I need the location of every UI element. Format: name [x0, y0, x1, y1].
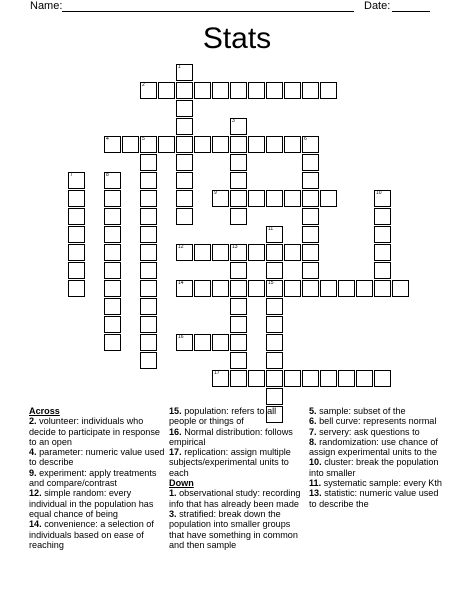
grid-cell[interactable]	[140, 226, 157, 243]
grid-cell[interactable]	[176, 64, 193, 81]
grid-cell[interactable]	[140, 262, 157, 279]
grid-cell[interactable]	[176, 100, 193, 117]
clue-item	[309, 427, 446, 437]
clue-item	[169, 488, 305, 509]
clue-item	[309, 406, 446, 416]
clue-number: 5	[142, 136, 145, 142]
clue-item-number: 5.	[309, 406, 317, 416]
grid-cell[interactable]	[356, 280, 373, 297]
grid-cell[interactable]	[176, 334, 193, 351]
puzzle-title: Stats	[202, 22, 272, 55]
clues-column-1	[29, 406, 165, 550]
grid-cell[interactable]	[212, 280, 229, 297]
clue-item-number: 11.	[309, 478, 322, 489]
grid-cell[interactable]	[266, 280, 283, 297]
grid-cell[interactable]	[374, 370, 391, 387]
clue-number: 13	[232, 244, 238, 250]
grid-cell[interactable]	[374, 280, 391, 297]
clue-item	[169, 447, 305, 478]
grid-cell[interactable]	[302, 154, 319, 171]
date-label: Date:	[364, 0, 391, 12]
grid-cell[interactable]	[104, 316, 121, 333]
grid-cell[interactable]	[68, 262, 85, 279]
grid-cell[interactable]	[302, 244, 319, 261]
grid-cell[interactable]	[338, 280, 355, 297]
grid-cell[interactable]	[266, 352, 283, 369]
clue-item-text: volunteer: individuals who decide to participate in response to an open	[29, 416, 160, 447]
clue-item-number: 1.	[169, 488, 177, 499]
clues-column-3	[309, 406, 446, 509]
grid-cell[interactable]	[104, 172, 121, 189]
grid-cell[interactable]	[266, 262, 283, 279]
clue-number: 11	[268, 226, 274, 232]
grid-cell[interactable]	[212, 136, 229, 153]
grid-cell[interactable]	[176, 280, 193, 297]
grid-cell[interactable]	[230, 262, 247, 279]
grid-cell[interactable]	[230, 334, 247, 351]
grid-cell[interactable]	[230, 82, 247, 99]
clue-number: 15	[268, 280, 274, 286]
grid-cell[interactable]	[176, 244, 193, 261]
clue-number: 10	[376, 190, 382, 196]
grid-cell[interactable]	[248, 244, 265, 261]
grid-cell[interactable]	[302, 370, 319, 387]
grid-cell[interactable]	[266, 388, 283, 405]
grid-cell[interactable]	[284, 82, 301, 99]
grid-cell[interactable]	[140, 244, 157, 261]
grid-cell[interactable]	[338, 370, 355, 387]
grid-cell[interactable]	[266, 298, 283, 315]
grid-cell[interactable]	[104, 298, 121, 315]
grid-cell[interactable]	[230, 172, 247, 189]
grid-cell[interactable]	[176, 208, 193, 225]
clue-number: 12	[178, 244, 184, 250]
clue-item-text: observational study: recording info that has already been made	[169, 488, 301, 509]
clue-item-number: 10.	[309, 457, 322, 468]
grid-cell[interactable]	[302, 172, 319, 189]
clue-item-number: 16.	[169, 426, 182, 437]
grid-cell[interactable]	[140, 154, 157, 171]
clue-item	[29, 519, 165, 550]
clue-item-text: statistic: numeric value used to describe the	[309, 488, 439, 509]
clue-number: 4	[106, 136, 109, 142]
grid-cell[interactable]	[266, 136, 283, 153]
grid-cell[interactable]	[230, 118, 247, 135]
clue-number: 17	[214, 370, 220, 376]
grid-cell[interactable]	[212, 370, 229, 387]
grid-cell[interactable]	[122, 136, 139, 153]
clue-item	[309, 416, 446, 426]
clue-item-number: 8.	[309, 436, 317, 447]
clue-item-text: simple random: every individual in the population has equal chance of being	[29, 488, 154, 519]
grid-cell[interactable]	[194, 334, 211, 351]
grid-cell[interactable]	[248, 82, 265, 99]
grid-cell[interactable]	[194, 244, 211, 261]
grid-cell[interactable]	[266, 316, 283, 333]
grid-cell[interactable]	[140, 82, 157, 99]
grid-cell[interactable]	[140, 208, 157, 225]
grid-cell[interactable]	[230, 316, 247, 333]
grid-cell[interactable]	[104, 262, 121, 279]
grid-cell[interactable]	[176, 136, 193, 153]
clue-item	[309, 488, 446, 509]
clue-item	[169, 509, 305, 550]
grid-cell[interactable]	[140, 298, 157, 315]
grid-cell[interactable]	[248, 370, 265, 387]
grid-cell[interactable]	[266, 370, 283, 387]
grid-cell[interactable]	[248, 136, 265, 153]
grid-cell[interactable]	[374, 226, 391, 243]
grid-cell[interactable]	[320, 82, 337, 99]
clue-number: 8	[106, 172, 109, 178]
grid-cell[interactable]	[176, 190, 193, 207]
clue-item	[309, 457, 446, 478]
grid-cell[interactable]	[284, 280, 301, 297]
grid-cell[interactable]	[104, 226, 121, 243]
grid-cell[interactable]	[230, 190, 247, 207]
clue-number: 6	[304, 136, 307, 142]
clues-column-2	[169, 406, 305, 550]
grid-cell[interactable]	[320, 370, 337, 387]
grid-cell[interactable]	[212, 244, 229, 261]
name-label: Name:	[30, 0, 63, 12]
clue-item	[29, 447, 165, 468]
grid-cell[interactable]	[68, 208, 85, 225]
grid-cell[interactable]	[140, 316, 157, 333]
grid-cell[interactable]	[212, 82, 229, 99]
across-heading: Across	[29, 406, 60, 416]
across-clue-list-continued	[169, 406, 305, 478]
grid-cell[interactable]	[230, 244, 247, 261]
clue-item-text: servery: ask questions to	[319, 426, 420, 437]
grid-cell[interactable]	[104, 190, 121, 207]
grid-cell[interactable]	[194, 136, 211, 153]
grid-cell[interactable]	[68, 244, 85, 261]
clue-item-text: cluster: break the population into smaller	[309, 457, 439, 478]
grid-cell[interactable]	[140, 280, 157, 297]
clue-item-number: 4.	[29, 447, 37, 458]
clue-item-text: convenience: a selection of individuals based on ease of reaching	[29, 519, 154, 550]
grid-cell[interactable]	[230, 370, 247, 387]
grid-cell[interactable]	[140, 190, 157, 207]
grid-cell[interactable]	[266, 334, 283, 351]
grid-cell[interactable]	[104, 136, 121, 153]
down-heading: Down	[169, 478, 194, 489]
grid-cell[interactable]	[374, 262, 391, 279]
grid-cell[interactable]	[104, 280, 121, 297]
clue-item	[29, 488, 165, 519]
clue-item-text: systematic sample: every Kth	[323, 478, 442, 489]
grid-cell[interactable]	[284, 244, 301, 261]
clue-item-number: 2.	[29, 416, 37, 427]
across-clue-list	[29, 416, 165, 550]
clue-item-number: 7.	[309, 426, 317, 437]
clue-item-text: stratified: break down the population into smaller groups that have something in common and then sample	[169, 508, 298, 550]
clue-number: 14	[178, 280, 184, 286]
clue-item-text: experiment: apply treatments and compare/contrast	[29, 467, 157, 489]
grid-cell[interactable]	[230, 136, 247, 153]
grid-cell[interactable]	[230, 154, 247, 171]
clue-item	[29, 468, 165, 489]
grid-cell[interactable]	[230, 352, 247, 369]
grid-cell[interactable]	[284, 136, 301, 153]
grid-cell[interactable]	[194, 82, 211, 99]
down-clue-list	[169, 488, 305, 550]
grid-cell[interactable]	[230, 280, 247, 297]
grid-cell[interactable]	[140, 136, 157, 153]
grid-cell[interactable]	[284, 190, 301, 207]
clue-number: 9	[214, 190, 217, 196]
grid-cell[interactable]	[248, 280, 265, 297]
clue-item-number: 3.	[169, 508, 177, 519]
clue-number: 16	[178, 334, 184, 340]
grid-cell[interactable]	[266, 82, 283, 99]
grid-cell[interactable]	[374, 208, 391, 225]
clue-item-text: bell curve: represents normal	[319, 416, 437, 427]
grid-cell[interactable]	[176, 82, 193, 99]
grid-cell[interactable]	[176, 118, 193, 135]
clue-item	[169, 406, 305, 427]
clue-item-text: sample: subset of the	[319, 406, 406, 416]
clue-item-text: population: refers to all people or things of	[169, 406, 277, 427]
clue-item-number: 15.	[169, 406, 182, 416]
grid-cell[interactable]	[302, 208, 319, 225]
grid-cell[interactable]	[284, 370, 301, 387]
clue-number: 3	[232, 118, 235, 124]
grid-cell[interactable]	[302, 262, 319, 279]
clue-number: 2	[142, 82, 145, 88]
clue-item-number: 17.	[169, 447, 182, 458]
grid-cell[interactable]	[194, 280, 211, 297]
grid-cell[interactable]	[230, 298, 247, 315]
grid-cell[interactable]	[176, 172, 193, 189]
clue-item-number: 9.	[29, 467, 37, 478]
grid-cell[interactable]	[302, 82, 319, 99]
clue-item	[309, 478, 446, 488]
grid-cell[interactable]	[320, 190, 337, 207]
grid-cell[interactable]	[104, 244, 121, 261]
grid-cell[interactable]	[68, 190, 85, 207]
grid-cell[interactable]	[230, 208, 247, 225]
grid-cell[interactable]	[302, 280, 319, 297]
grid-cell[interactable]	[212, 334, 229, 351]
grid-cell[interactable]	[392, 280, 409, 297]
clue-item-text: replication: assign multiple subjects/experimental units to each	[169, 447, 291, 478]
grid-cell[interactable]	[302, 226, 319, 243]
grid-cell[interactable]	[68, 226, 85, 243]
down-clue-list-continued	[309, 406, 446, 509]
clue-item-number: 6.	[309, 416, 317, 427]
grid-cell[interactable]	[104, 208, 121, 225]
grid-cell[interactable]	[158, 136, 175, 153]
clue-item-text: randomization: use chance of assign experimental units to the	[309, 436, 438, 458]
clue-item	[169, 427, 305, 448]
clue-item	[309, 437, 446, 458]
grid-cell[interactable]	[248, 190, 265, 207]
grid-cell[interactable]	[176, 154, 193, 171]
grid-cell[interactable]	[158, 82, 175, 99]
grid-cell[interactable]	[266, 244, 283, 261]
grid-cell[interactable]	[140, 334, 157, 351]
grid-cell[interactable]	[212, 190, 229, 207]
grid-cell[interactable]	[140, 352, 157, 369]
clue-item-number: 14.	[29, 519, 42, 530]
grid-cell[interactable]	[68, 280, 85, 297]
grid-cell[interactable]	[266, 190, 283, 207]
clue-number: 7	[70, 172, 73, 178]
grid-cell[interactable]	[320, 280, 337, 297]
clue-item-text: parameter: numeric value used to describe	[29, 447, 165, 468]
grid-cell[interactable]	[374, 190, 391, 207]
grid-cell[interactable]	[68, 172, 85, 189]
clue-item	[29, 416, 165, 447]
clue-item-text: Normal distribution: follows empirical	[169, 426, 293, 447]
grid-cell[interactable]	[266, 226, 283, 243]
grid-cell[interactable]	[302, 136, 319, 153]
clue-item-number: 12.	[29, 488, 42, 499]
clue-item-number: 13.	[309, 488, 322, 499]
grid-cell[interactable]	[356, 370, 373, 387]
grid-cell[interactable]	[302, 190, 319, 207]
grid-cell[interactable]	[374, 244, 391, 261]
grid-cell[interactable]	[140, 172, 157, 189]
grid-cell[interactable]	[104, 334, 121, 351]
clue-number: 1	[178, 64, 181, 70]
